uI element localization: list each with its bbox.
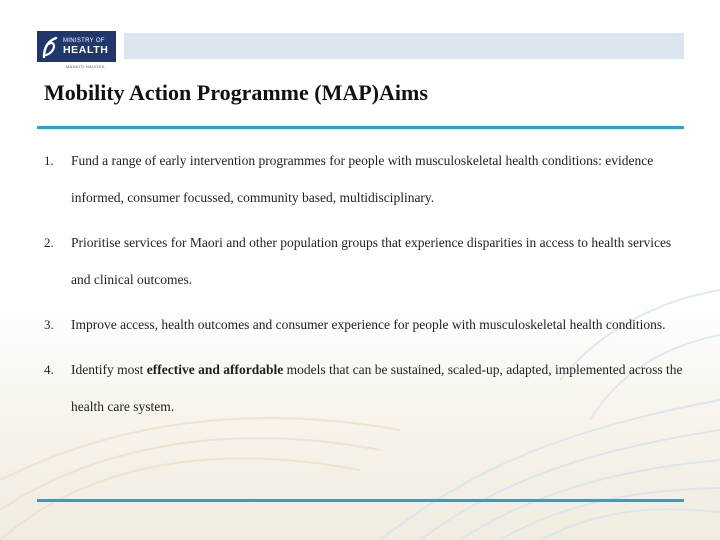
aim-text: Improve access, health outcomes and consumer experience for people with musculoskeletal health conditions. <box>71 317 666 332</box>
title-divider <box>37 126 684 129</box>
footer-divider <box>37 499 684 502</box>
aim-item-1 <box>44 142 684 216</box>
aim-number: 4. <box>44 362 54 377</box>
aim-text: Fund a range of early intervention programmes for people with musculoskeletal health conditions: evidence informed, consumer focussed, community based, multidisciplinary. <box>71 153 654 205</box>
aim-number: 1. <box>44 153 54 168</box>
aim-emphasis: effective and affordable <box>146 362 284 377</box>
aim-item-4 <box>44 351 684 425</box>
logo-subtitle: MANATŪ HAUORA <box>66 64 105 69</box>
header-bar <box>124 33 684 59</box>
aim-item-2 <box>44 224 684 298</box>
aim-number: 2. <box>44 235 54 250</box>
slide-title: Mobility Action Programme (MAP)Aims <box>44 80 428 105</box>
logo-line-health: HEALTH <box>63 43 109 56</box>
aims-list <box>44 142 684 425</box>
aim-text: Prioritise services for Maori and other population groups that experience disparities in access to health services and clinical outcomes. <box>71 235 672 287</box>
aim-item-3 <box>44 306 684 343</box>
ministry-of-health-logo <box>37 31 116 62</box>
aim-text: Identify most effective and affordable models that can be sustained, scaled-up, adapted, implemented across the health care system. <box>71 362 683 414</box>
logo-line-ministry: MINISTRY OF <box>63 37 105 44</box>
aim-number: 3. <box>44 317 54 332</box>
fern-koru-icon <box>37 31 63 62</box>
